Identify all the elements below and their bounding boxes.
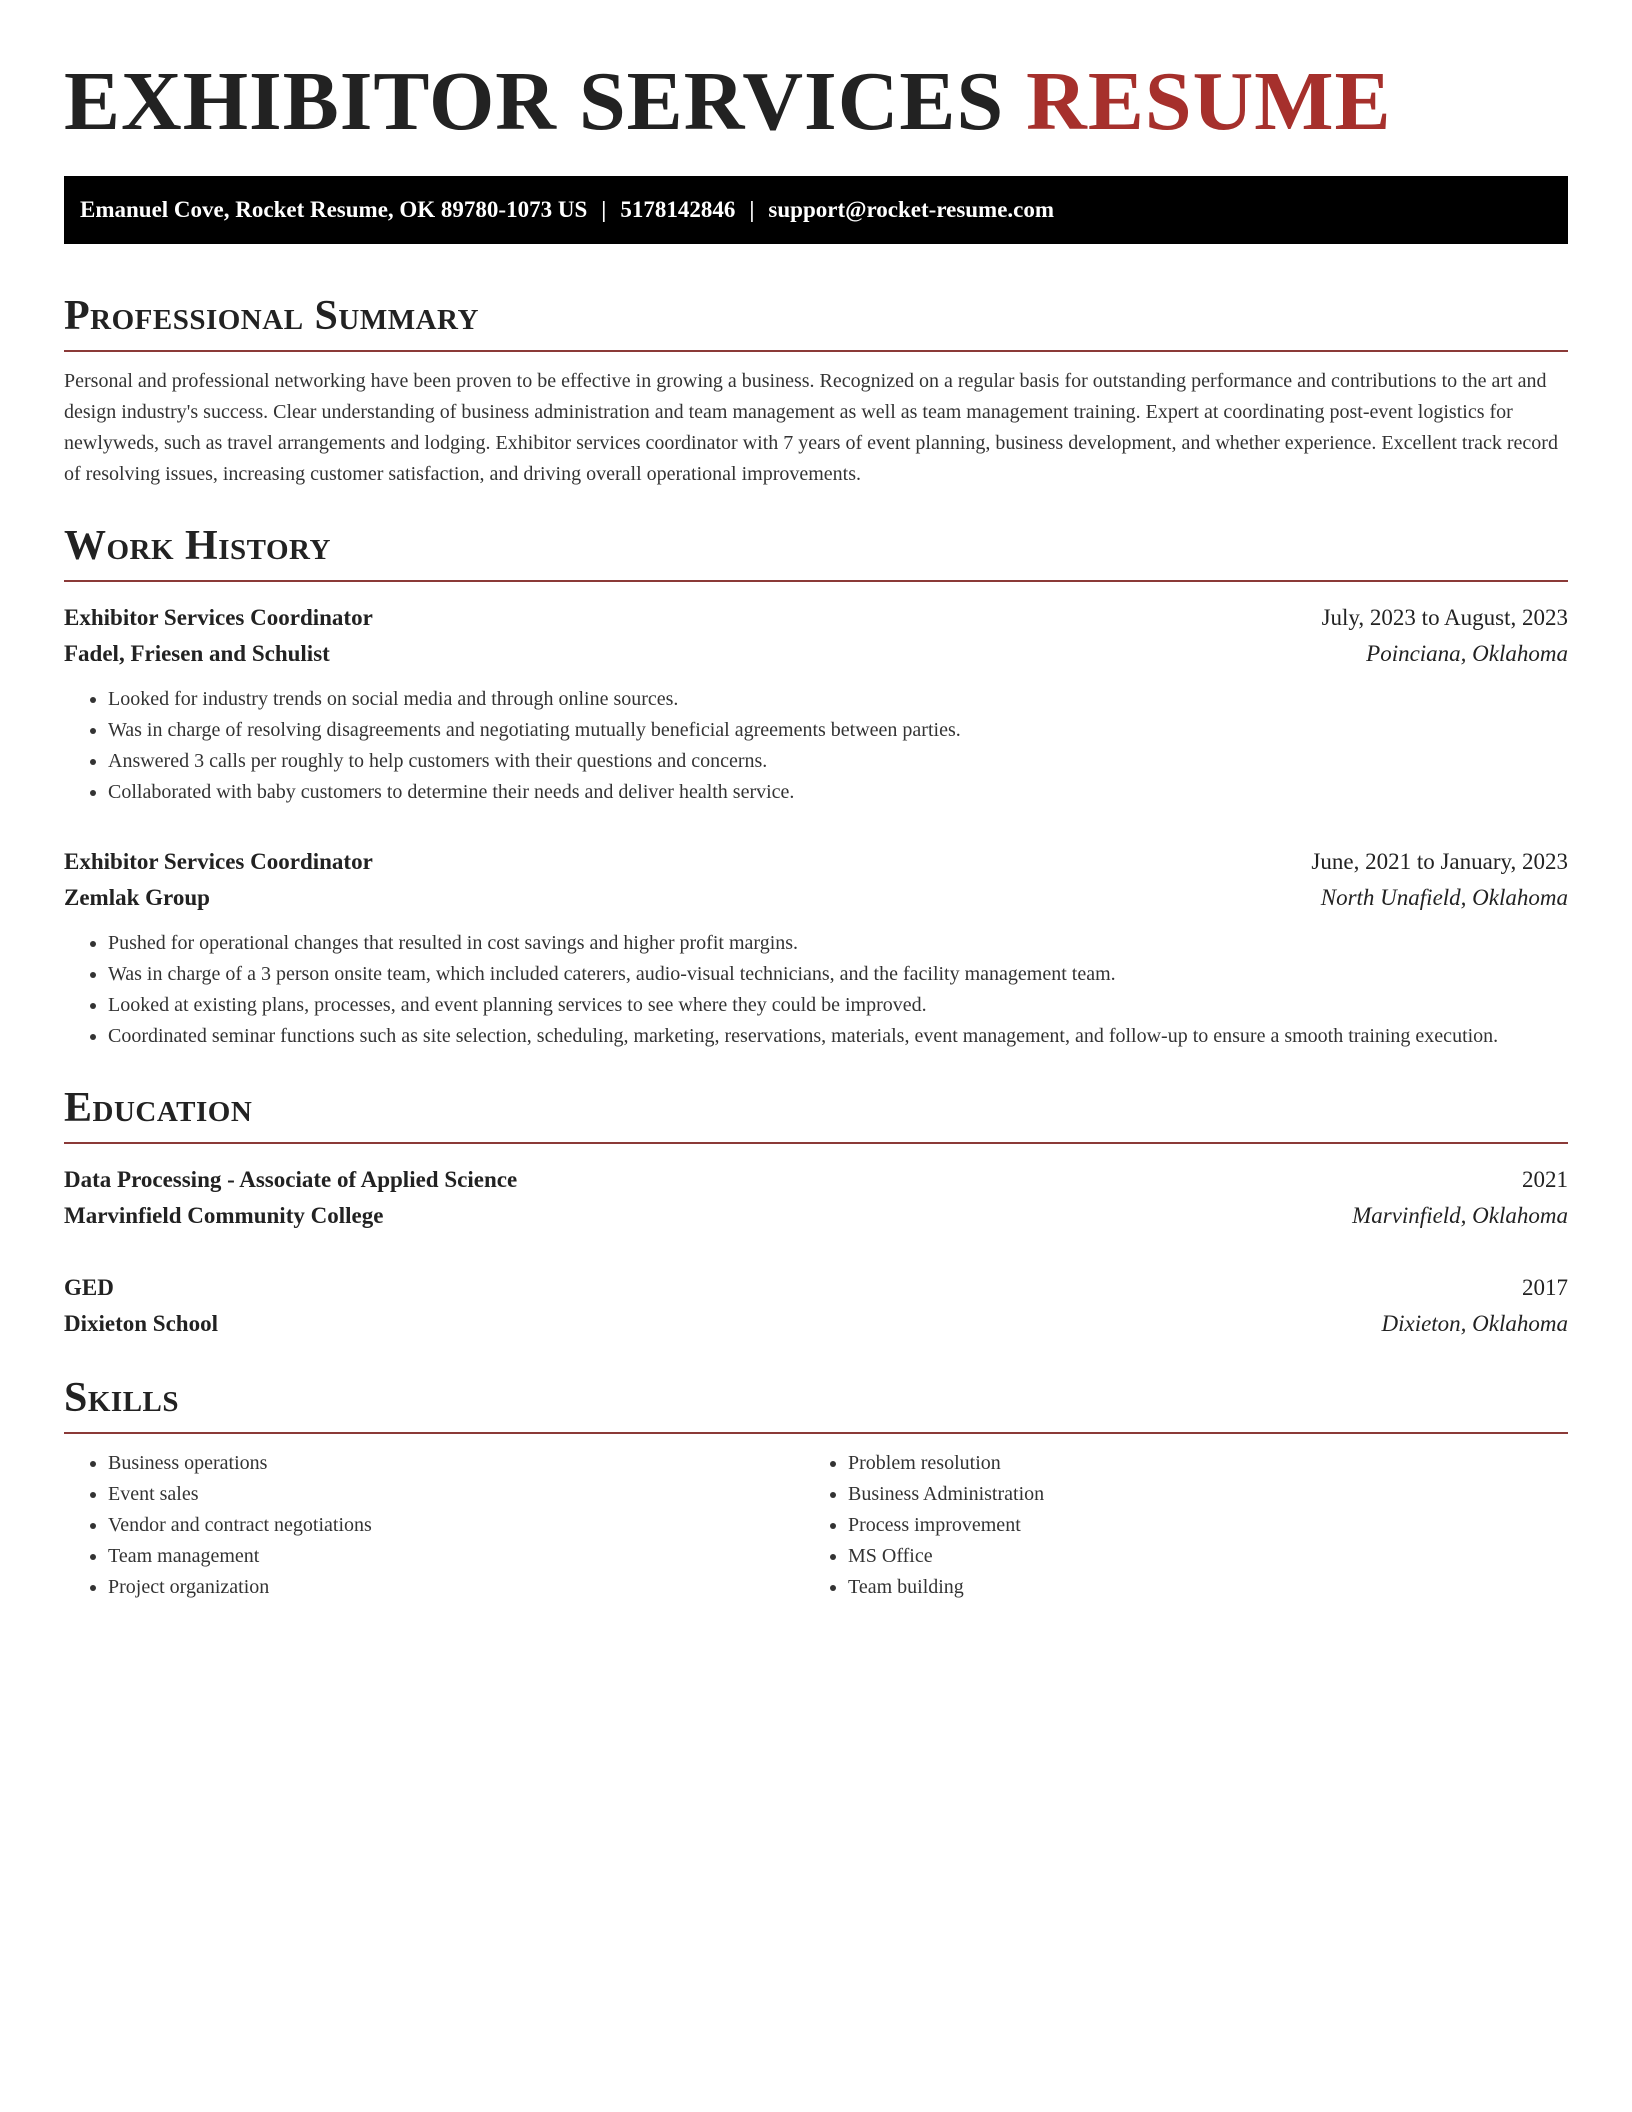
job-bullet: • Looked at existing plans, processes, and event planning services to see where they could be improved. <box>108 990 1568 1021</box>
skills-columns <box>64 1448 1568 1603</box>
education-degree-row <box>64 1162 1568 1198</box>
job-dates: July, 2023 to August, 2023 <box>1321 605 1568 630</box>
section-title-education: Education <box>64 1085 253 1131</box>
skills-section <box>64 1372 1568 1603</box>
summary-text: Personal and professional networking have been proven to be effective in growing a business. Recognized on a regular basis for outstanding performance and contributions to the art and design industry's success. Clear understanding of business administration and team management as well as team management training. Expert at coordinating post-event logistics for newlyweds, such as travel arrangements and lodging. Exhibitor services coordinator with 7 years of event planning, business development, and whether experience. Excellent track record of resolving issues, increasing customer satisfaction, and driving overall operational improvements. <box>64 370 1558 485</box>
job-bullet: • Collaborated with baby customers to determine their needs and deliver health service. <box>108 777 1568 808</box>
job-location: North Unafield, Oklahoma <box>1320 885 1568 910</box>
job-company: Fadel, Friesen and Schulist <box>64 641 330 666</box>
skill-item: • Event sales <box>108 1479 804 1510</box>
section-title-skills: Skills <box>64 1375 180 1421</box>
education-location: Marvinfield, Oklahoma <box>1352 1203 1568 1228</box>
job-bullets <box>64 928 1568 1052</box>
job-company-row <box>64 880 1568 916</box>
job-title: Exhibitor Services Coordinator <box>64 605 373 630</box>
skill-item: • MS Office <box>848 1541 1544 1572</box>
education-school: Dixieton School <box>64 1311 218 1336</box>
contact-bar <box>64 176 1568 244</box>
section-title-work-history: Work History <box>64 523 331 569</box>
education-degree-row <box>64 1270 1568 1306</box>
section-title-summary: Professional Summary <box>64 293 479 339</box>
skills-list-right <box>804 1448 1544 1603</box>
skill-item: • Project organization <box>108 1572 804 1603</box>
job-bullet: • Was in charge of resolving disagreements and negotiating mutually beneficial agreements between parties. <box>108 715 1568 746</box>
skill-item: • Team building <box>848 1572 1544 1603</box>
job-title-row <box>64 600 1568 636</box>
skill-item: • Process improvement <box>848 1510 1544 1541</box>
education-year: 2021 <box>1522 1167 1568 1192</box>
section-divider <box>64 350 1568 352</box>
education-school-row <box>64 1198 1568 1234</box>
summary-section <box>64 290 1568 490</box>
contact-separator: | <box>749 197 755 222</box>
job-entry <box>64 600 1568 808</box>
title-main: EXHIBITOR SERVICES <box>64 55 1005 148</box>
education-school-row <box>64 1306 1568 1342</box>
skill-item: • Business Administration <box>848 1479 1544 1510</box>
job-dates: June, 2021 to January, 2023 <box>1311 849 1568 874</box>
skill-item: • Business operations <box>108 1448 804 1479</box>
job-title-row <box>64 844 1568 880</box>
resume-title <box>64 0 1568 152</box>
job-company-row <box>64 636 1568 672</box>
skill-item: • Problem resolution <box>848 1448 1544 1479</box>
skill-item: • Team management <box>108 1541 804 1572</box>
skills-list-left <box>64 1448 804 1603</box>
education-year: 2017 <box>1522 1275 1568 1300</box>
education-degree: GED <box>64 1275 114 1300</box>
job-bullet: • Pushed for operational changes that resulted in cost savings and higher profit margins. <box>108 928 1568 959</box>
job-bullet: • Was in charge of a 3 person onsite team, which included caterers, audio-visual technicians, and the facility management team. <box>108 959 1568 990</box>
skill-item: • Vendor and contract negotiations <box>108 1510 804 1541</box>
education-section <box>64 1082 1568 1342</box>
contact-email[interactable]: support@rocket-resume.com <box>768 197 1055 222</box>
section-divider <box>64 580 1568 582</box>
job-entry <box>64 844 1568 1052</box>
education-location: Dixieton, Oklahoma <box>1381 1311 1568 1336</box>
contact-address: Emanuel Cove, Rocket Resume, OK 89780-1073 US <box>80 197 588 222</box>
section-divider <box>64 1142 1568 1144</box>
title-accent: RESUME <box>1026 55 1392 148</box>
job-bullets <box>64 684 1568 808</box>
education-degree: Data Processing - Associate of Applied Science <box>64 1167 518 1192</box>
education-entry <box>64 1162 1568 1234</box>
section-divider <box>64 1432 1568 1434</box>
education-entry <box>64 1270 1568 1342</box>
education-school: Marvinfield Community College <box>64 1203 384 1228</box>
contact-separator: | <box>601 197 607 222</box>
job-title: Exhibitor Services Coordinator <box>64 849 373 874</box>
job-company: Zemlak Group <box>64 885 210 910</box>
work-history-section <box>64 520 1568 1052</box>
job-location: Poinciana, Oklahoma <box>1366 641 1568 666</box>
job-bullet: • Looked for industry trends on social media and through online sources. <box>108 684 1568 715</box>
contact-phone: 5178142846 <box>620 197 736 222</box>
job-bullet: • Answered 3 calls per roughly to help customers with their questions and concerns. <box>108 746 1568 777</box>
resume-page <box>64 0 1568 1603</box>
job-bullet: • Coordinated seminar functions such as site selection, scheduling, marketing, reservations, materials, event management, and follow-up to ensure a smooth training execution. <box>108 1021 1568 1052</box>
